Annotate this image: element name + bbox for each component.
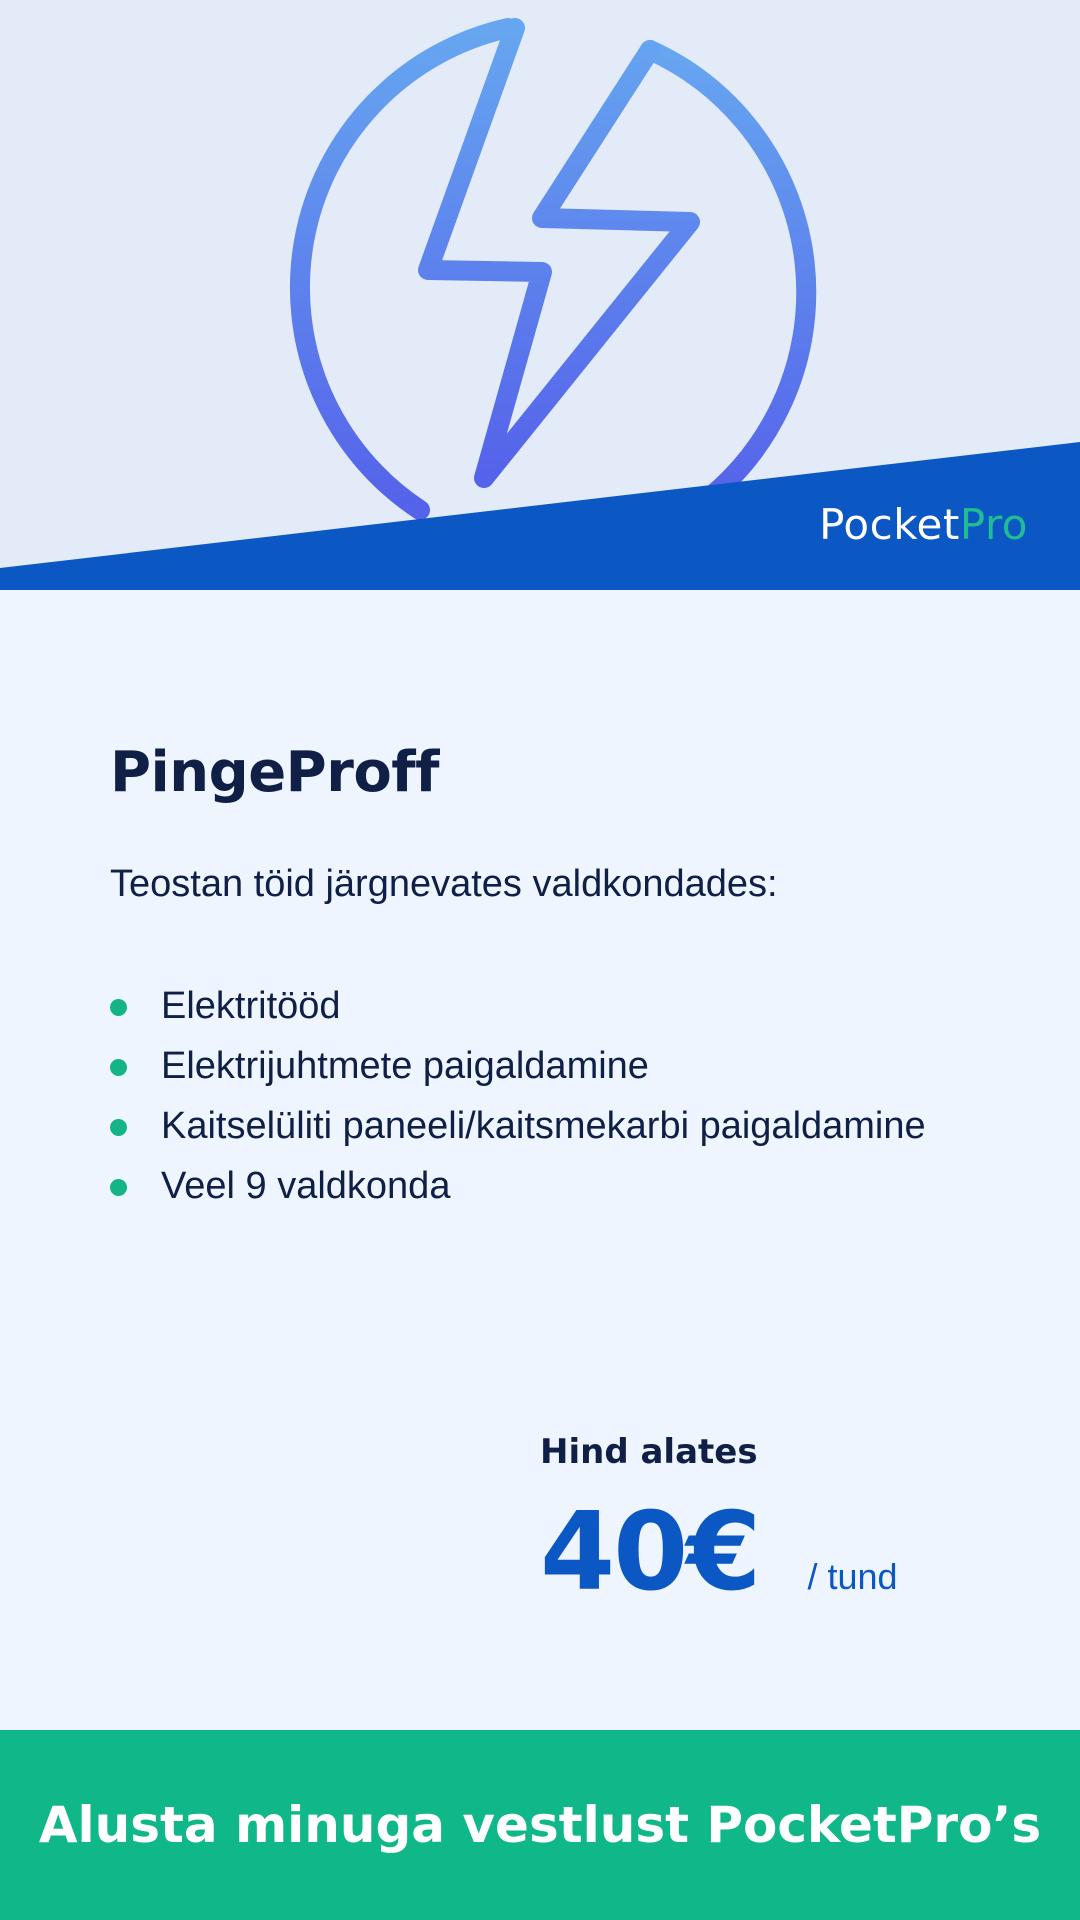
profile-section xyxy=(110,740,970,1216)
lightning-bolt-icon xyxy=(300,28,806,510)
logo-text-pocket: Pocket xyxy=(819,500,960,549)
service-label: Elektrijuhtmete paigaldamine xyxy=(161,1045,649,1087)
list-item xyxy=(110,976,970,1036)
services-intro: Teostan töid järgnevates valdkondades: xyxy=(110,863,778,905)
bullet-icon xyxy=(110,999,127,1016)
list-item xyxy=(110,1036,970,1096)
pocketpro-logo xyxy=(819,500,1028,549)
bullet-icon xyxy=(110,1119,127,1136)
bullet-icon xyxy=(110,1179,127,1196)
price-label: Hind alates xyxy=(540,1432,758,1472)
price-value: 40€ xyxy=(540,1490,760,1615)
list-item xyxy=(110,1096,970,1156)
provider-name: PingeProff xyxy=(110,740,440,805)
hero-banner xyxy=(0,0,1080,590)
price-row xyxy=(540,1490,1000,1615)
price-unit: / tund xyxy=(807,1556,898,1597)
service-label: Veel 9 valdkonda xyxy=(161,1165,451,1207)
price-block xyxy=(540,1432,1000,1615)
bullet-icon xyxy=(110,1059,127,1076)
list-item xyxy=(110,1156,970,1216)
service-label: Kaitselüliti paneeli/kaitsmekarbi paigaldamine xyxy=(161,1105,926,1147)
services-list xyxy=(110,976,970,1216)
logo-text-pro: Pro xyxy=(959,500,1028,549)
service-label: Elektritööd xyxy=(161,985,341,1027)
start-chat-button[interactable]: Alusta minuga vestlust PocketPro’s xyxy=(0,1730,1080,1920)
